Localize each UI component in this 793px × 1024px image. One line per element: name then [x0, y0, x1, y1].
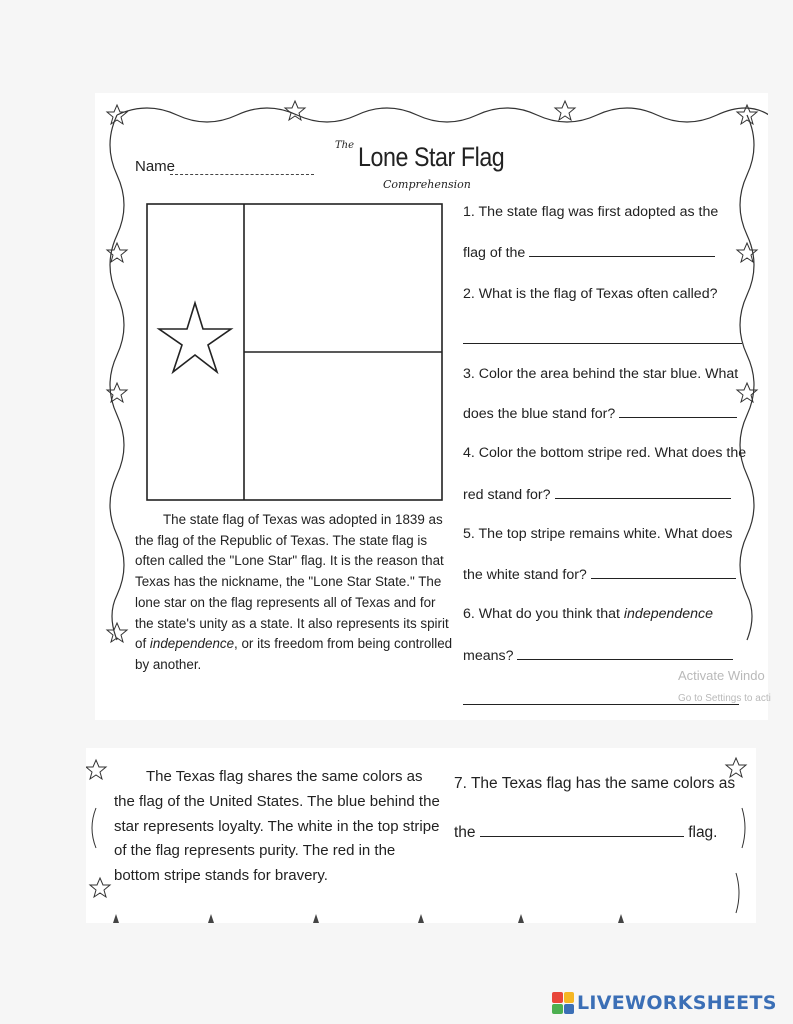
reading-passage-1: [135, 510, 453, 676]
worksheet-title: Lone Star Flag: [358, 142, 505, 172]
question-1-line-1: 1. The state flag was first adopted as the: [463, 204, 719, 220]
liveworksheets-badge-icon: [552, 992, 574, 1014]
title-prefix: The: [335, 140, 355, 151]
answer-7-blank[interactable]: [480, 824, 684, 837]
passage-1-text: The state flag of Texas was adopted in 1839 as the flag of the Republic of Texas. The state flag is often called the "Lone Star" flag. It is the reason that Texas has the nickname, the "Lone Star State." The lone star on the flag represents all of Texas and for the state's unity as a state. It also represents its spirit of: [135, 512, 449, 652]
question-7-line-2: the flag.: [454, 824, 718, 841]
question-5-line-1: 5. The top stripe remains white. What does: [463, 526, 733, 542]
answer-2-blank[interactable]: [463, 343, 742, 344]
logo-text: LIVEWORKSHEETS: [577, 992, 777, 1014]
answer-4-blank[interactable]: [555, 486, 731, 499]
question-3-line-2: does the blue stand for?: [463, 405, 737, 422]
question-6-line-1: 6. What do you think that independence: [463, 606, 714, 622]
name-label: Name: [135, 158, 176, 175]
question-6-line-2: means?: [463, 647, 733, 664]
question-2: 2. What is the flag of Texas often called?: [463, 286, 718, 302]
name-field-line[interactable]: [170, 174, 314, 175]
question-3-line-1: 3. Color the area behind the star blue. What: [463, 366, 739, 382]
question-6-emphasis: independence: [623, 606, 714, 622]
reading-passage-2: The Texas flag shares the same colors as the flag of the United States. The blue behind the star represents loyalty. The white in the top stripe of the flag represents purity. The red in the bottom stripe stands for bravery.: [114, 768, 440, 885]
passage-1-emphasis: independence: [149, 636, 235, 652]
question-4-line-2: red stand for?: [463, 486, 731, 503]
liveworksheets-logo[interactable]: [552, 991, 777, 1015]
answer-5-blank[interactable]: [591, 566, 736, 579]
answer-1-blank[interactable]: [529, 244, 715, 257]
answer-3-blank[interactable]: [619, 405, 737, 418]
question-4-line-1: 4. Color the bottom stripe red. What does the: [463, 445, 747, 461]
activate-windows-watermark: Activate Windo: [678, 668, 765, 683]
worksheet-subtitle: Comprehension: [383, 178, 471, 191]
passage-1-text-end: , or its freedom from being controlled by another.: [135, 636, 453, 672]
go-to-settings-watermark: Go to Settings to acti: [678, 693, 771, 704]
answer-6-blank-line-2[interactable]: [463, 704, 739, 705]
answer-6-blank[interactable]: [517, 647, 733, 660]
question-1-line-2: flag of the: [463, 244, 715, 261]
question-7-line-1: 7. The Texas flag has the same colors as: [454, 775, 736, 792]
question-5-line-2: the white stand for?: [463, 566, 736, 583]
texas-flag-outline[interactable]: [146, 203, 443, 501]
